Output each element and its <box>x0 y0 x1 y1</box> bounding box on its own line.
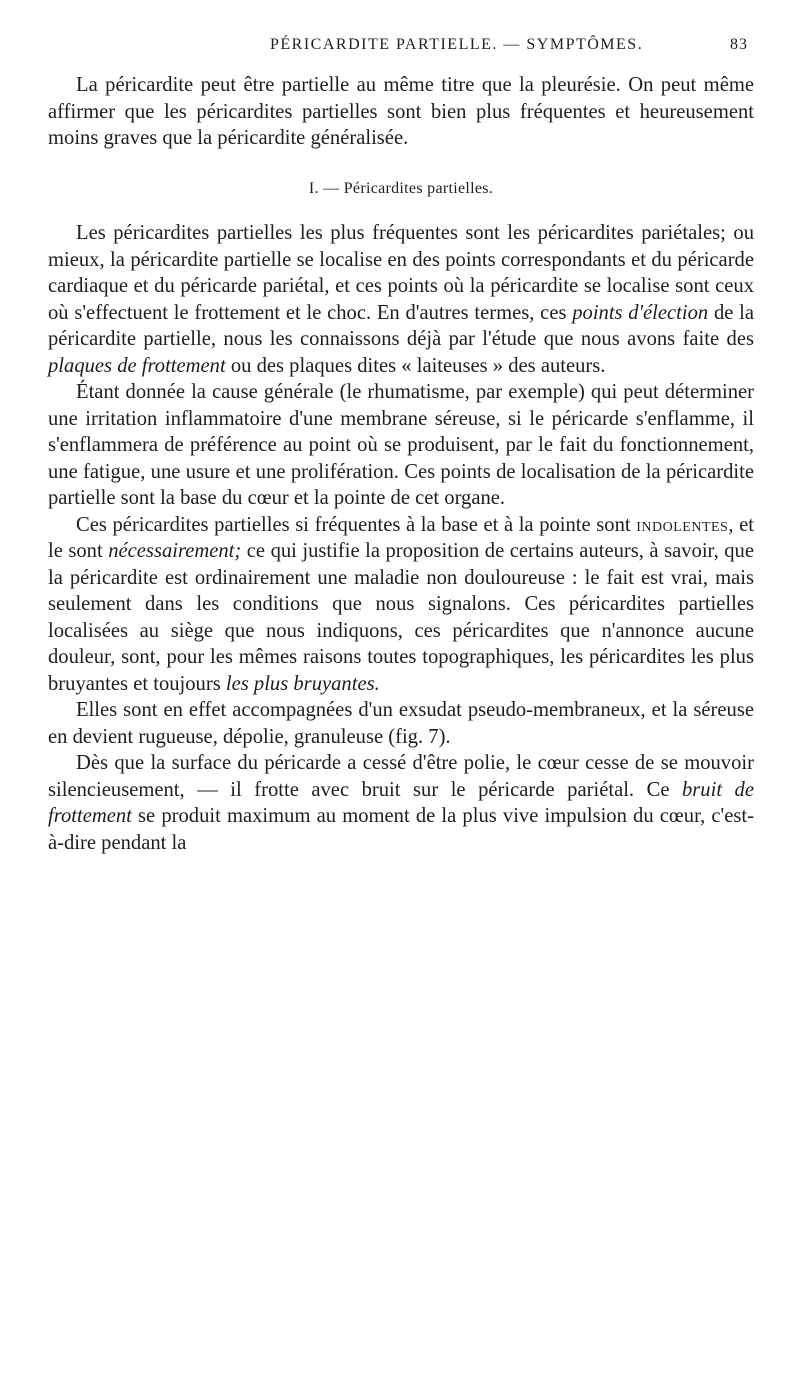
paragraph-text: ce qui justifie la proposition de certains auteurs, à savoir, que la péricardite est ordinairement une maladie non douloureuse : le fait est vrai, mais seulement dans les conditions que nous signalons. Ces péricardites partielles localisées au siège que nous indiquons, ces péricardites que n'annonce aucune douleur, sont, pour les mêmes raisons toutes topographiques, les péricardites les plus bruyantes et toujours <box>48 540 754 695</box>
paragraph-text: , et le sont <box>48 513 754 562</box>
emphasis-points-election: points d'élection <box>572 301 709 324</box>
emphasis-plaques-frottement: plaques de frottement <box>48 354 226 377</box>
body-text <box>48 72 754 856</box>
emphasis-bruit-frottement: bruit de frottement <box>48 778 754 827</box>
paragraph-text: Les péricardites partielles les plus fréquentes sont les péricardites pariétales; ou mieux, la péricardite partielle se localise en des points correspondants et du péricarde cardiaque et du péricarde pariétal, et ces points où la péricardite se localise sont ceux où s'effectuent le frottement et le choc. En d'autres termes, ces <box>48 222 754 324</box>
intro-paragraph: La péricardite peut être partielle au même titre que la pleurésie. On peut même affirmer que les péricardites partielles sont bien plus fréquentes et heureusement moins graves que la péricardite généralisée. <box>48 74 754 149</box>
page-number: 83 <box>730 36 748 53</box>
paragraph-indolentes <box>48 512 754 698</box>
running-title: PÉRICARDITE PARTIELLE. — SYMPTÔMES. <box>270 36 644 53</box>
paragraph-text: Ces péricardites partielles si fréquentes à la base et à la pointe sont <box>76 513 637 536</box>
emphasis-necessairement: nécessairement; <box>108 540 242 562</box>
paragraph-cause-generale: Étant donnée la cause générale (le rhumatisme, par exemple) qui peut déterminer une irritation inflammatoire d'une membrane séreuse, si le péricarde s'enflamme, il s'enflammera de préférence au point où se produisent, par le fait du fonctionnement, une fatigue, une usure et une prolifération. Ces points de localisation de la péricardite partielle sont la base du cœur et la pointe de cet organe. <box>48 381 754 509</box>
section-heading: I. — Péricardites partielles. <box>308 179 494 197</box>
paragraph-points-election <box>48 220 754 379</box>
emphasis-plus-bruyantes: les plus bruyantes. <box>225 672 380 695</box>
paragraph-text: se produit maximum au moment de la plus vive impulsion du cœur, c'est-à-dire pendant la <box>48 805 754 854</box>
paragraph-bruit-frottement <box>48 750 754 856</box>
smallcaps-indolentes: indolentes <box>636 513 729 536</box>
paragraph-exsudat: Elles sont en effet accompagnées d'un exsudat pseudo-membraneux, et la séreuse en devient rugueuse, dépolie, granuleuse (fig. 7). <box>48 699 754 748</box>
paragraph-text: de la péricardite partielle, nous les connaissons déjà par l'étude que nous avons faite des <box>48 301 754 350</box>
paragraph-text: ou des plaques dites « laiteuses » des auteurs. <box>225 354 606 377</box>
paragraph-text: Dès que la surface du péricarde a cessé d'être polie, le cœur cesse de se mouvoir silencieusement, — il frotte avec bruit sur le péricarde pariétal. Ce <box>48 752 754 801</box>
